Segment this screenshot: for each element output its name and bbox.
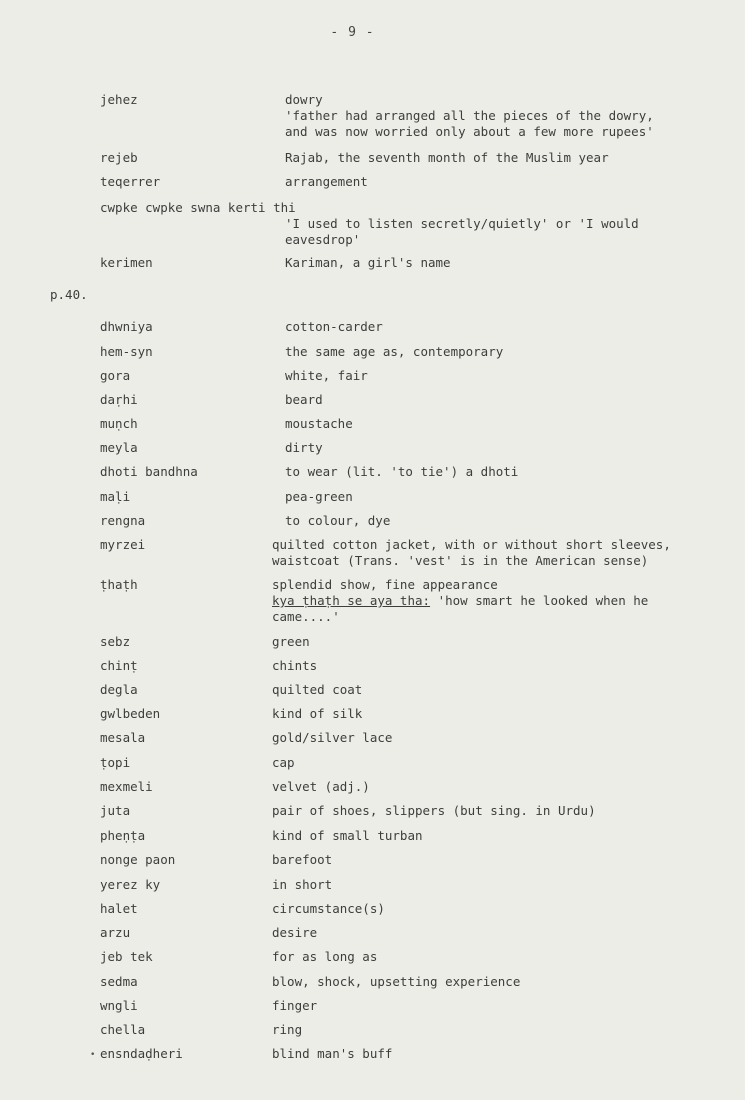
glossary-definition <box>272 1046 712 1062</box>
glossary-definition <box>272 577 712 625</box>
glossary-definition <box>285 92 725 140</box>
definition-text: blow, shock, upsetting experience <box>272 974 521 989</box>
glossary-definition <box>285 216 725 248</box>
glossary-term: juta <box>100 803 131 818</box>
definition-text: dowry 'father had arranged all the pieces of the dowry, and was now worried only about a few more rupees' <box>285 92 654 139</box>
glossary-definition <box>272 634 712 650</box>
glossary-term: mesala <box>100 730 146 745</box>
glossary-definition <box>272 925 712 941</box>
definition-text: dirty <box>285 440 323 455</box>
definition-text: pair of shoes, slippers (but sing. in Urdu) <box>272 803 596 818</box>
glossary-term: degla <box>100 682 138 697</box>
definition-text: gold/silver lace <box>272 730 393 745</box>
bullet-mark: • <box>90 1050 96 1060</box>
glossary-definition <box>272 779 712 795</box>
definition-text: kind of small turban <box>272 828 423 843</box>
definition-text: desire <box>272 925 318 940</box>
definition-text: moustache <box>285 416 353 431</box>
definition-text: green <box>272 634 310 649</box>
definition-text: cap <box>272 755 295 770</box>
definition-text: 'I used to listen secretly/quietly' or 'I would eavesdrop' <box>285 216 639 247</box>
glossary-definition <box>285 489 725 505</box>
definition-text: beard <box>285 392 323 407</box>
glossary-term: halet <box>100 901 138 916</box>
glossary-term: nonge paon <box>100 852 176 867</box>
glossary-definition <box>285 464 725 480</box>
glossary-term: ṭopi <box>100 755 131 770</box>
glossary-definition <box>285 150 725 166</box>
glossary-definition <box>272 949 712 965</box>
glossary-term: maḷi <box>100 489 131 504</box>
glossary-term: ensndaḍheri <box>100 1046 183 1061</box>
definition-text: for as long as <box>272 949 378 964</box>
glossary-term: rengna <box>100 513 146 528</box>
definition-text: chints <box>272 658 318 673</box>
glossary-definition <box>272 998 712 1014</box>
glossary-definition <box>272 658 712 674</box>
glossary-definition <box>272 1022 712 1038</box>
glossary-term: meyla <box>100 440 138 455</box>
glossary-term: dhoti bandhna <box>100 464 198 479</box>
glossary-term: teqerrer <box>100 174 161 189</box>
glossary-definition <box>272 828 712 844</box>
glossary-definition <box>272 852 712 868</box>
glossary-definition <box>272 730 712 746</box>
glossary-term: yerez ky <box>100 877 161 892</box>
glossary-term: daṛhi <box>100 392 138 407</box>
glossary-term: gora <box>100 368 131 383</box>
definition-text: barefoot <box>272 852 333 867</box>
glossary-term: wngli <box>100 998 138 1013</box>
glossary-term: myrzei <box>100 537 146 552</box>
example-phrase: kya ṭhaṭh se aya tha: <box>272 593 431 608</box>
definition-text: blind man's buff <box>272 1046 393 1061</box>
glossary-term: sebz <box>100 634 131 649</box>
glossary-definition <box>272 537 712 569</box>
glossary-term: gwlbeden <box>100 706 161 721</box>
definition-text: cotton-carder <box>285 319 383 334</box>
glossary-term: jehez <box>100 92 138 107</box>
glossary-definition <box>285 392 725 408</box>
glossary-definition <box>285 174 725 190</box>
page-number: - 9 - <box>330 25 375 40</box>
glossary-term: kerimen <box>100 255 153 270</box>
glossary-definition <box>272 803 712 819</box>
definition-text: pea-green <box>285 489 353 504</box>
glossary-term: dhwniya <box>100 319 153 334</box>
definition-text: quilted coat <box>272 682 363 697</box>
glossary-definition <box>285 344 725 360</box>
glossary-term: cwpke cwpke swna kerti thi <box>100 200 296 215</box>
definition-text: finger <box>272 998 318 1013</box>
definition-text: velvet (adj.) <box>272 779 370 794</box>
definition-text: the same age as, contemporary <box>285 344 504 359</box>
glossary-definition <box>285 440 725 456</box>
glossary-definition <box>272 706 712 722</box>
glossary-definition <box>272 755 712 771</box>
glossary-term: arzu <box>100 925 131 940</box>
glossary-term: chinṭ <box>100 658 138 673</box>
example-translation: 'how smart he looked when he came....' <box>272 593 649 624</box>
glossary-term: jeb tek <box>100 949 153 964</box>
definition-text: Kariman, a girl's name <box>285 255 451 270</box>
definition-text: Rajab, the seventh month of the Muslim year <box>285 150 609 165</box>
glossary-definition <box>285 513 725 529</box>
definition-text: kind of silk <box>272 706 363 721</box>
glossary-definition <box>285 416 725 432</box>
definition-text: to colour, dye <box>285 513 391 528</box>
glossary-term: ṭhaṭh <box>100 577 138 592</box>
glossary-term: chella <box>100 1022 146 1037</box>
glossary-term: rejeb <box>100 150 138 165</box>
definition-text: quilted cotton jacket, with or without short sleeves, waistcoat (Trans. 'vest' is in the American sense) <box>272 537 671 568</box>
glossary-term: pheṇṭa <box>100 828 146 843</box>
glossary-definition <box>285 319 725 335</box>
glossary-term: mexmeli <box>100 779 153 794</box>
glossary-term: hem-syn <box>100 344 153 359</box>
glossary-definition <box>272 682 712 698</box>
glossary-definition <box>272 974 712 990</box>
glossary-definition <box>272 901 712 917</box>
definition-text: arrangement <box>285 174 368 189</box>
definition-text: white, fair <box>285 368 368 383</box>
glossary-definition <box>285 255 725 271</box>
definition-text: to wear (lit. 'to tie') a dhoti <box>285 464 519 479</box>
definition-text: ring <box>272 1022 303 1037</box>
definition-text: circumstance(s) <box>272 901 385 916</box>
glossary-term: muṇch <box>100 416 138 431</box>
glossary-definition <box>285 368 725 384</box>
definition-text: splendid show, fine appearance <box>272 577 498 592</box>
section-label: p.40. <box>50 287 88 302</box>
definition-text: in short <box>272 877 333 892</box>
glossary-term: sedma <box>100 974 138 989</box>
glossary-definition <box>272 877 712 893</box>
